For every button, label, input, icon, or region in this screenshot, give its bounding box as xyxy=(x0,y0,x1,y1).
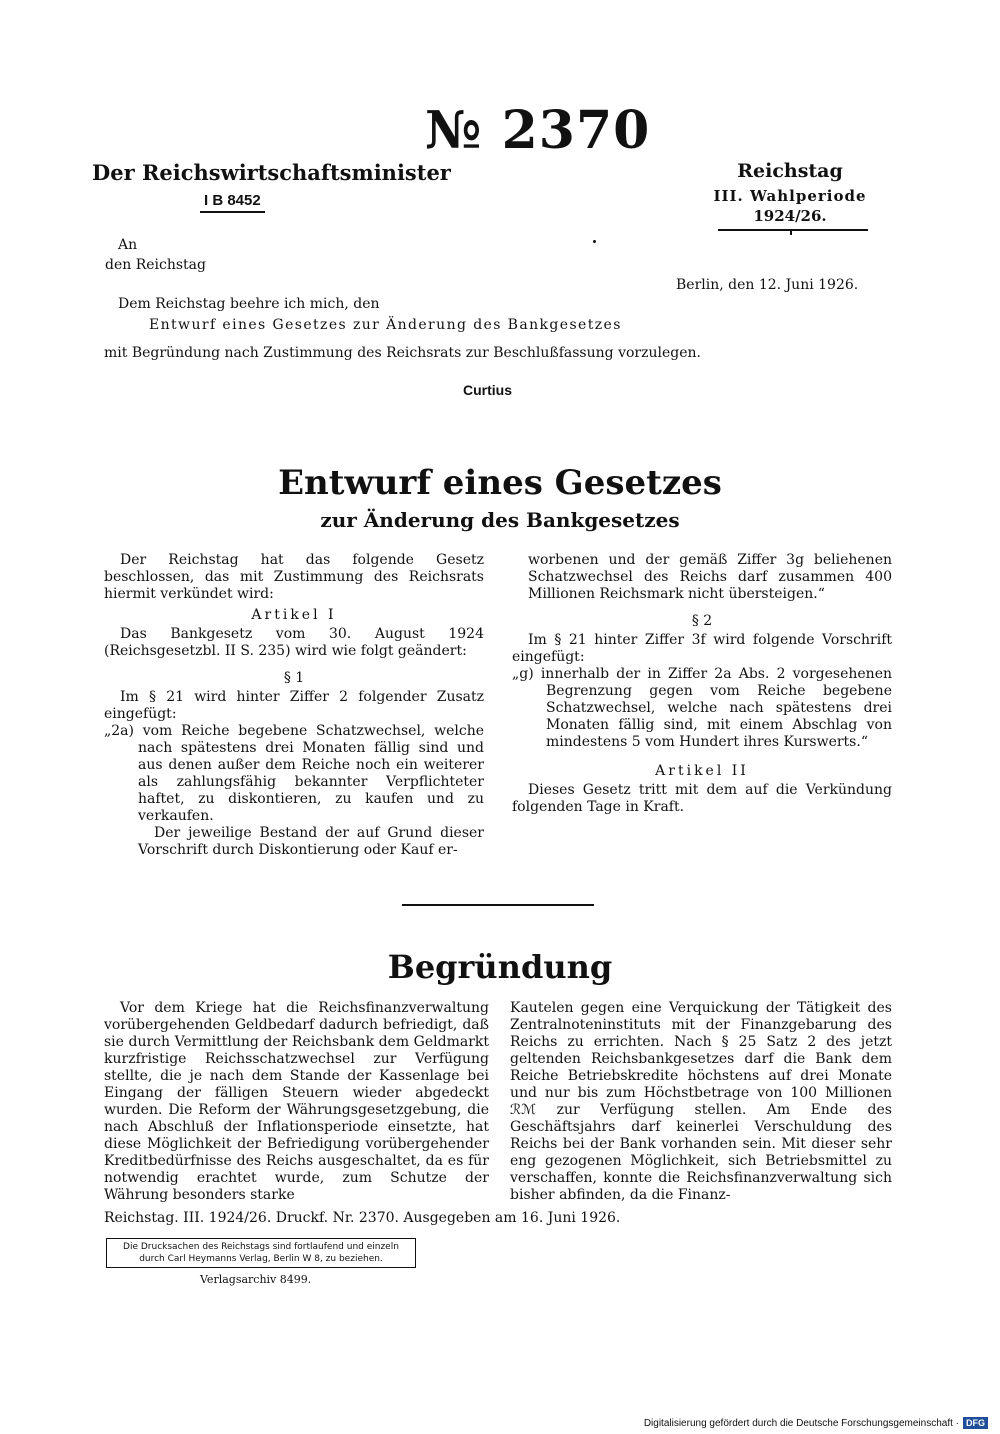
letter-an: An xyxy=(118,237,138,253)
letter-date: Berlin, den 12. Juni 1926. xyxy=(676,277,859,293)
section-divider xyxy=(402,904,594,906)
paragraph-1-heading: § 1 xyxy=(283,670,305,686)
clause-2a: „2a) vom Reiche begebene Schatzwechsel, welche nach spätestens drei Monaten fällig sind und aus denen außer dem Reiche noch ein weiterer als zahlungsfähig bekannter Verpflichteter haftet, zu diskontieren, zu kaufen und zu verkaufen. xyxy=(104,723,484,824)
begruendung-right-column xyxy=(510,1000,892,1204)
print-footer: Reichstag. III. 1924/26. Druckf. Nr. 2370. Ausgegeben am 16. Juni 1926. xyxy=(104,1210,621,1226)
paragraph-1-text: Im § 21 wird hinter Ziffer 2 folgender Zusatz eingefügt: xyxy=(104,689,484,722)
header-rule-tick xyxy=(790,229,792,235)
ink-dot xyxy=(593,240,596,243)
letter-line-2: Entwurf eines Gesetzes zur Änderung des Bankgesetzes xyxy=(149,317,622,333)
artikel-2-text: Dieses Gesetz tritt mit dem auf die Verkündung folgenden Tage in Kraft. xyxy=(512,782,892,815)
draft-intro: Der Reichstag hat das folgende Gesetz beschlossen, das mit Zustimmung des Reichsrats hiermit verkündet wird: xyxy=(104,552,484,602)
header-rule xyxy=(718,229,868,231)
document-number: № 2370 xyxy=(425,100,651,161)
draft-subtitle: zur Änderung des Bankgesetzes xyxy=(320,508,680,532)
reichstag-heading: Reichstag xyxy=(737,160,843,182)
dfg-logo: DFG xyxy=(963,1417,988,1429)
publisher-box: Die Drucksachen des Reichstags sind fortlaufend und einzeln durch Carl Heymanns Verlag, Berlin W 8, zu beziehen. xyxy=(106,1238,416,1268)
ministry-heading: Der Reichswirtschaftsminister xyxy=(92,160,451,185)
begruendung-right-text: Kautelen gegen eine Verquickung der Tätigkeit des Zentralnoteninstituts mit der Finanzgebarung des Reichs zu errichten. Nach § 25 Satz 2 des jetzt geltenden Reichsbankgesetzes darf die Bank dem Reiche Betriebskredite höchstens auf drei Monate und nur bis zum Höchstbetrage von 100 Millionen ℛℳ zur Verfügung stellen. Am Ende des Geschäftsjahrs darf keinerlei Verschuldung des Reichs bei der Bank vorhanden sein. Mit dieser sehr eng gezogenen Möglichkeit, sich Betriebsmittel zu verschaffen, konnte die Reichsfinanzverwaltung sich bisher abfinden, da die Finanz- xyxy=(510,1000,892,1203)
clause-g: „g) innerhalb der in Ziffer 2a Abs. 2 vorgesehenen Begrenzung gegen vom Reiche begebene Schatzwechsel, welche nach spätestens drei Monaten fällig sind, mit einem Abschlag von mindestens 5 vom Hundert ihres Kurswerts.“ xyxy=(512,666,892,750)
wahlperiode-years: 1924/26. xyxy=(753,207,827,225)
paragraph-2-text: Im § 21 hinter Ziffer 3f wird folgende Vorschrift eingefügt: xyxy=(512,632,892,665)
begruendung-left-text: Vor dem Kriege hat die Reichsfinanzverwaltung vorübergehenden Geldbedarf dadurch befriedigt, daß sie durch Vermittlung der Reichsbank dem Geldmarkt kurzfristige Reichsschatzwechsel zur Verfügung stellte, die je nach dem Stande der Kassenlage bei Eingang der fälligen Steuern wieder abgedeckt wurden. Die Reform der Währungsgesetzgebung, die nach Abschluß der Inflationsperiode einsetzte, hat diese Möglichkeit der Befriedigung vorübergehender Kreditbedürfnisse des Reichs ausgeschaltet, da es für notwendig erachtet wurde, zum Schutze der Währung besonders starke xyxy=(104,1000,489,1203)
artikel-1-text: Das Bankgesetz vom 30. August 1924 (Reichsgesetzbl. II S. 235) wird wie folgt geändert: xyxy=(104,626,484,659)
dfg-credit xyxy=(644,1417,988,1429)
begruendung-left-column xyxy=(104,1000,489,1204)
letter-line-1: Dem Reichstag beehre ich mich, den xyxy=(118,296,380,312)
artikel-2-heading: Artikel II xyxy=(655,763,749,779)
signature: Curtius xyxy=(463,382,512,398)
draft-right-column xyxy=(512,552,892,816)
clause-2a-continuation: Der jeweilige Bestand der auf Grund dieser Vorschrift durch Diskontierung oder Kauf er- xyxy=(138,825,484,858)
letter-recipient: den Reichstag xyxy=(105,257,206,273)
reference-number: I B 8452 xyxy=(200,192,265,213)
draft-left-column xyxy=(104,552,484,859)
artikel-1-heading: Artikel I xyxy=(251,607,337,623)
dfg-credit-text: Digitalisierung gefördert durch die Deutsche Forschungsgemeinschaft · xyxy=(643,1417,959,1429)
paragraph-2-heading: § 2 xyxy=(691,613,713,629)
wahlperiode-label: III. Wahlperiode xyxy=(713,187,867,205)
begruendung-title: Begründung xyxy=(387,948,613,986)
letter-line-3: mit Begründung nach Zustimmung des Reichsrats zur Beschlußfassung vorzulegen. xyxy=(104,345,701,361)
archive-number: Verlagsarchiv 8499. xyxy=(200,1273,312,1286)
draft-title: Entwurf eines Gesetzes xyxy=(278,463,722,503)
clause-2a-end: worbenen und der gemäß Ziffer 3g beliehenen Schatzwechsel des Reichs darf zusammen 400 Millionen Reichsmark nicht übersteigen.“ xyxy=(528,552,892,602)
